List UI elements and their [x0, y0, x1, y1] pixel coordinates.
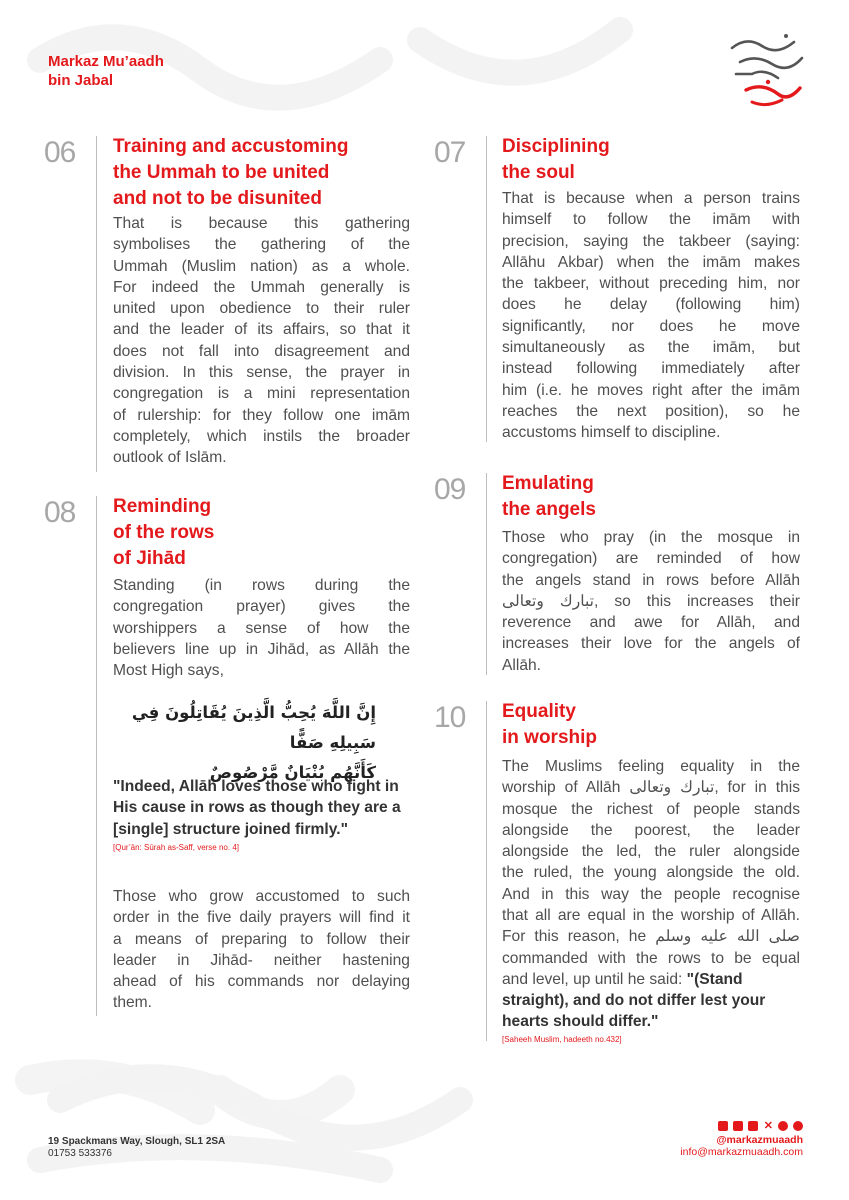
section-08 — [44, 496, 414, 1020]
section-title: Emulating the angels — [502, 473, 596, 520]
quran-verse-arabic: إِنَّ اللَّهَ يُحِبُّ الَّذِينَ يُقَاتِلُونَ فِي سَبِيلِهِ صَفًّا كَأَنَّهُم بُنْيَانٌ مَّرْصُوصٌ — [131, 703, 376, 782]
logo-icon — [722, 28, 808, 110]
section-title: Equality in worship — [502, 701, 597, 748]
soundcloud-icon[interactable] — [718, 1121, 728, 1131]
footer-address: 19 Spackmans Way, Slough, SL1 2SA — [48, 1136, 226, 1147]
footer-contact-block — [680, 1121, 803, 1158]
divider — [96, 136, 97, 472]
section-09 — [434, 473, 804, 679]
telegram-icon[interactable] — [793, 1121, 803, 1131]
section-title: Training and accustoming the Ummah to be united and not to be disunited — [113, 136, 349, 209]
section-body: Those who pray (in the mosque in congregation) are reminded of how the angels stand in rows before Allāh تبارك وتعالى, so this increases their reverence and awe for Allāh, and increases their love for the angels of Allāh. — [502, 529, 800, 674]
section-title: Disciplining the soul — [502, 136, 610, 183]
divider — [96, 496, 97, 1016]
quran-verse-translation: "Indeed, Allāh loves those who fight in His cause in rows as though they are a [single] structure joined firmly." — [113, 778, 401, 838]
hadith-quote-start: "(Stand — [686, 970, 743, 988]
divider — [486, 136, 487, 442]
section-body: Standing (in rows during the congregation prayer) gives the worshippers a sense of how the believers line up in Jihād, as Allāh the Most High says, — [113, 577, 410, 680]
brand-name — [48, 52, 164, 90]
footer-address-block — [48, 1136, 225, 1160]
citation: [Saheeh Muslim, hadeeth no.432] — [502, 1035, 622, 1044]
footer-phone: 01753 533376 — [48, 1148, 112, 1159]
section-number: 07 — [434, 136, 466, 169]
divider — [486, 473, 487, 675]
section-06 — [44, 136, 414, 476]
brand-line-2: bin Jabal — [48, 72, 114, 89]
paypal-icon[interactable] — [748, 1121, 758, 1131]
divider — [486, 701, 487, 1041]
social-handle[interactable]: @markazmuaadh — [716, 1134, 803, 1146]
footer-email[interactable]: info@markazmuaadh.com — [680, 1146, 803, 1158]
instagram-icon[interactable] — [778, 1121, 788, 1131]
x-icon[interactable]: ✕ — [763, 1120, 773, 1132]
section-closing: Those who grow accustomed to such order in the five daily prayers will find it a means of preparing to follow their leader in Jihād- neither hastening ahead of his commands nor delaying them. — [113, 888, 410, 1012]
section-number: 09 — [434, 473, 466, 506]
hadith-quote: straight), and do not differ lest your hearts should differ." — [502, 992, 766, 1031]
section-body: That is because this gathering symbolises the gathering of the Ummah (Muslim nation) as a whole. For indeed the Ummah generally is united upon obedience to their ruler and the leader of its affairs, so that it does not fall into disagreement and division. In this sense, the prayer in congregation is a mini representation of rulership: for they follow one imām completely, which instils the broader outlook of Islām. — [113, 215, 410, 467]
section-number: 08 — [44, 496, 76, 529]
section-body: The Muslims feeling equality in the worship of Allāh تبارك وتعالى, for in this mosque the richest of people stands alongside the poorest, the leader alongside the led, the ruler alongside the ruled, the young alongside the old. And in this way the people recognise that all are equal in the worship of Allāh. For this reason, he صلى الله عليه وسلم commanded with the rows to be equal and level, up until he said: "(Stand — [502, 758, 800, 988]
social-icons — [680, 1121, 803, 1131]
section-number: 06 — [44, 136, 76, 169]
section-body: That is because when a person trains himself to follow the imām with precision, saying the takbeer (saying: Allāhu Akbar) when the imām makes the takbeer, without preceding him, nor does he delay (following him) significantly, nor does he move simultaneously as the imām, but instead following immediately after him (i.e. he moves right after the imām reaches the next position), so he accustoms himself to discipline. — [502, 190, 800, 442]
section-07 — [434, 136, 804, 446]
youtube-icon[interactable] — [733, 1121, 743, 1131]
brand-line-1: Markaz Mu’aadh — [48, 53, 164, 70]
section-number: 10 — [434, 701, 466, 734]
section-title: Reminding of the rows of Jihād — [113, 496, 215, 569]
section-10 — [434, 701, 804, 1046]
citation: [Qur’ān: Sūrah as-Saff, verse no. 4] — [113, 843, 239, 852]
